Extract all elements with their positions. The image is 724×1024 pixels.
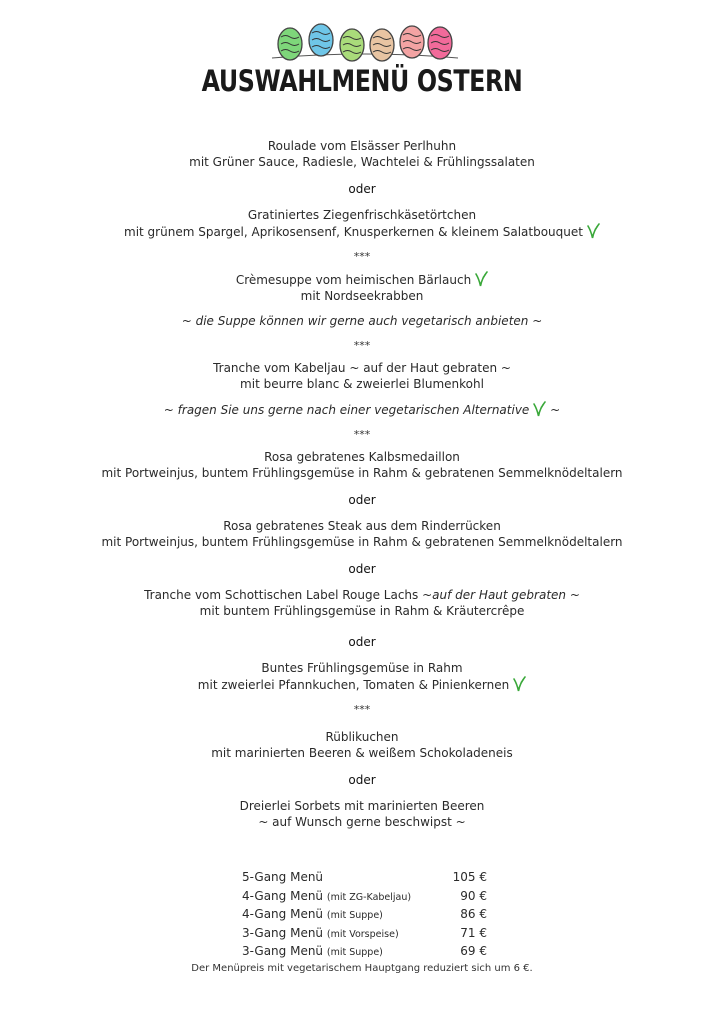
dish-description-row [0,676,724,693]
dish-description: mit marinierten Beeren & weißem Schokoladeneis [211,746,513,760]
vegetarian-leaf-icon [586,223,600,239]
or-divider: oder [348,773,376,787]
dessert-2 [0,798,724,830]
dish-title: Dreierlei Sorbets mit marinierten Beeren [239,799,485,813]
dish-description: mit Nordseekrabben [300,289,424,303]
course-separator: *** [353,339,371,352]
dish-title: Tranche vom Kabeljau ~ auf der Haut gebraten ~ [213,361,511,375]
egg-icon [278,28,302,60]
dish-description-row [0,223,724,240]
price-row [242,943,487,962]
dish-title: Gratiniertes Ziegenfrischkäsetörtchen [247,208,477,222]
dish-title-row [0,587,724,603]
price-value: 86 € [460,907,487,921]
price-label-text: 4-Gang Menü [242,888,327,903]
price-label [242,869,323,888]
dish-title: Tranche vom Schottischen Label Rouge Lachs ~ [144,588,433,602]
egg-icon [370,29,394,61]
easter-eggs-icon [270,18,460,66]
price-list [242,869,487,962]
vegetarian-leaf-icon [474,271,488,287]
dish-description: mit beurre blanc & zweierlei Blumenkohl [240,377,484,391]
price-row [242,925,487,944]
price-label [242,925,399,944]
dish-title-row [0,271,724,288]
dish-note-row [0,401,724,418]
price-label-text: 3-Gang Menü [242,944,327,958]
price-value: 71 € [460,925,487,940]
dish-title: Rüblikuchen [325,730,399,744]
dish-description: mit Grüner Sauce, Radiesle, Wachtelei & Frühlingssalaten [189,155,535,169]
vegetarian-leaf-icon [532,401,546,417]
price-label-detail: (mit ZG-Kabeljau) [326,891,412,903]
dish-description: mit zweierlei Pfannkuchen, Tomaten & Pinienkernen [197,678,510,692]
or-divider: oder [348,182,376,196]
egg-icon [400,26,424,58]
dish-title: Buntes Frühlingsgemüse in Rahm [261,661,463,675]
dessert-1 [0,729,724,761]
dish-note: ~ die Suppe können wir gerne auch vegetarisch anbieten ~ [181,314,543,328]
price-label-detail: (mit Suppe) [326,947,383,958]
dish-title-italic: auf der Haut gebraten [432,588,567,602]
dish-description: mit Portweinjus, buntem Frühlingsgemüse in Rahm & gebratenen Semmelknödeltalern [101,466,623,480]
dish-description: ~ auf Wunsch gerne beschwipst ~ [258,815,466,829]
main-2 [0,518,724,550]
price-label [242,888,411,907]
dish-description: mit grünem Spargel, Aprikosensenf, Knusperkernen & kleinem Salatbouquet [124,225,583,239]
dish-note: ~ fragen Sie uns gerne nach einer vegetarischen Alternative [163,403,530,417]
vegetarian-leaf-icon [512,676,526,692]
dish-title: Roulade vom Elsässer Perlhuhn [267,139,457,153]
main-4 [0,660,724,693]
egg-icon [309,24,333,56]
price-row [242,906,487,925]
dish-title: Crèmesuppe vom heimischen Bärlauch [235,273,472,287]
soup [0,271,724,329]
menu-list [0,138,724,830]
price-label-text: 4-Gang Menü [242,907,327,921]
price-value: 90 € [460,888,487,903]
main-1 [0,449,724,481]
price-row [242,869,487,888]
dish-description: mit Portweinjus, buntem Frühlingsgemüse in Rahm & gebratenen Semmelknödeltalern [101,535,623,549]
main-3 [0,587,724,619]
price-label-detail: (mit Suppe) [326,910,383,921]
dish-note-end: ~ [550,403,561,417]
course-separator: *** [353,250,371,263]
egg-icon [428,27,452,59]
page-title: AUSWAHLMENÜ OSTERN [201,64,523,98]
price-row [242,888,487,907]
price-label-text: 3-Gang Menü [242,925,327,940]
or-divider: oder [348,635,376,649]
starter-1 [0,138,724,170]
price-label-text: 5-Gang Menü [242,870,324,884]
or-divider: oder [348,562,376,576]
price-value: 105 € [452,870,487,884]
or-divider: oder [348,493,376,507]
price-label [242,943,383,962]
dish-title: Rosa gebratenes Steak aus dem Rinderrücken [223,519,501,533]
footnote: Der Menüpreis mit vegetarischem Hauptgang reduziert sich um 6 €. [191,963,533,974]
fish [0,360,724,418]
dish-description: mit buntem Frühlingsgemüse in Rahm & Kräutercrêpe [199,604,525,618]
price-value: 69 € [460,944,487,958]
egg-icon [340,29,364,61]
price-label-detail: (mit Vorspeise) [326,928,399,940]
dish-title: Rosa gebratenes Kalbsmedaillon [264,450,460,464]
course-separator: *** [353,428,371,441]
dish-title-end: ~ [566,588,580,602]
price-label [242,906,383,925]
starter-2 [0,207,724,240]
course-separator: *** [353,703,371,716]
